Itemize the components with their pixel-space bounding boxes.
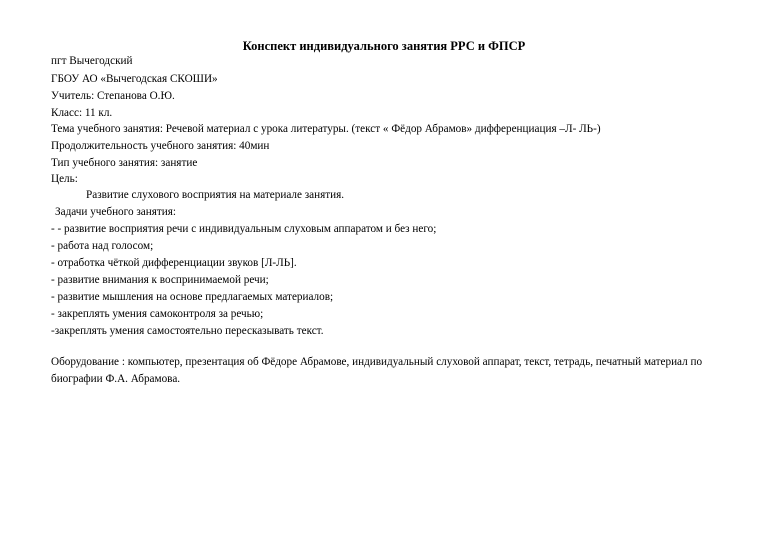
goal-label: Цель: [51,173,78,185]
task-item: -закреплять умения самостоятельно пересказывать текст. [51,325,324,337]
task-item: - развитие мышления на основе предлагаемых материалов; [51,291,334,303]
task-item: - работа над голосом; [51,240,154,252]
header-line-school: ГБОУ АО «Вычегодская СКОШИ» [51,73,218,85]
task-item: - - развитие восприятия речи с индивидуальным слуховым аппаратом и без него; [51,223,437,235]
tasks-heading: Задачи учебного занятия: [55,206,176,218]
header-line-settlement: пгт Вычегодский [51,55,133,67]
header-line-type: Тип учебного занятия: занятие [51,157,198,169]
document-title: Конспект индивидуального занятия РРС и ФПСР [242,39,526,53]
equipment-line: Оборудование : компьютер, презентация об Фёдоре Абрамове, индивидуальный слуховой аппарат, текст, тетрадь, печатный материал по [51,356,703,368]
header-line-teacher: Учитель: Степанова О.Ю. [51,90,175,102]
task-item: - закреплять умения самоконтроля за речью; [51,308,264,320]
header-line-duration: Продолжительность учебного занятия: 40мин [51,140,270,152]
equipment-line: биографии Ф.А. Абрамова. [51,373,181,385]
task-item: - отработка чёткой дифференциации звуков [Л-ЛЬ]. [51,257,297,269]
header-line-class: Класс: 11 кл. [51,107,113,119]
goal-text: Развитие слухового восприятия на материале занятия. [86,189,345,201]
header-line-topic: Тема учебного занятия: Речевой материал с урока литературы. (текст « Фёдор Абрамов» дифференциация –Л- ЛЬ-) [51,123,601,135]
task-item: - развитие внимания к воспринимаемой речи; [51,274,269,286]
